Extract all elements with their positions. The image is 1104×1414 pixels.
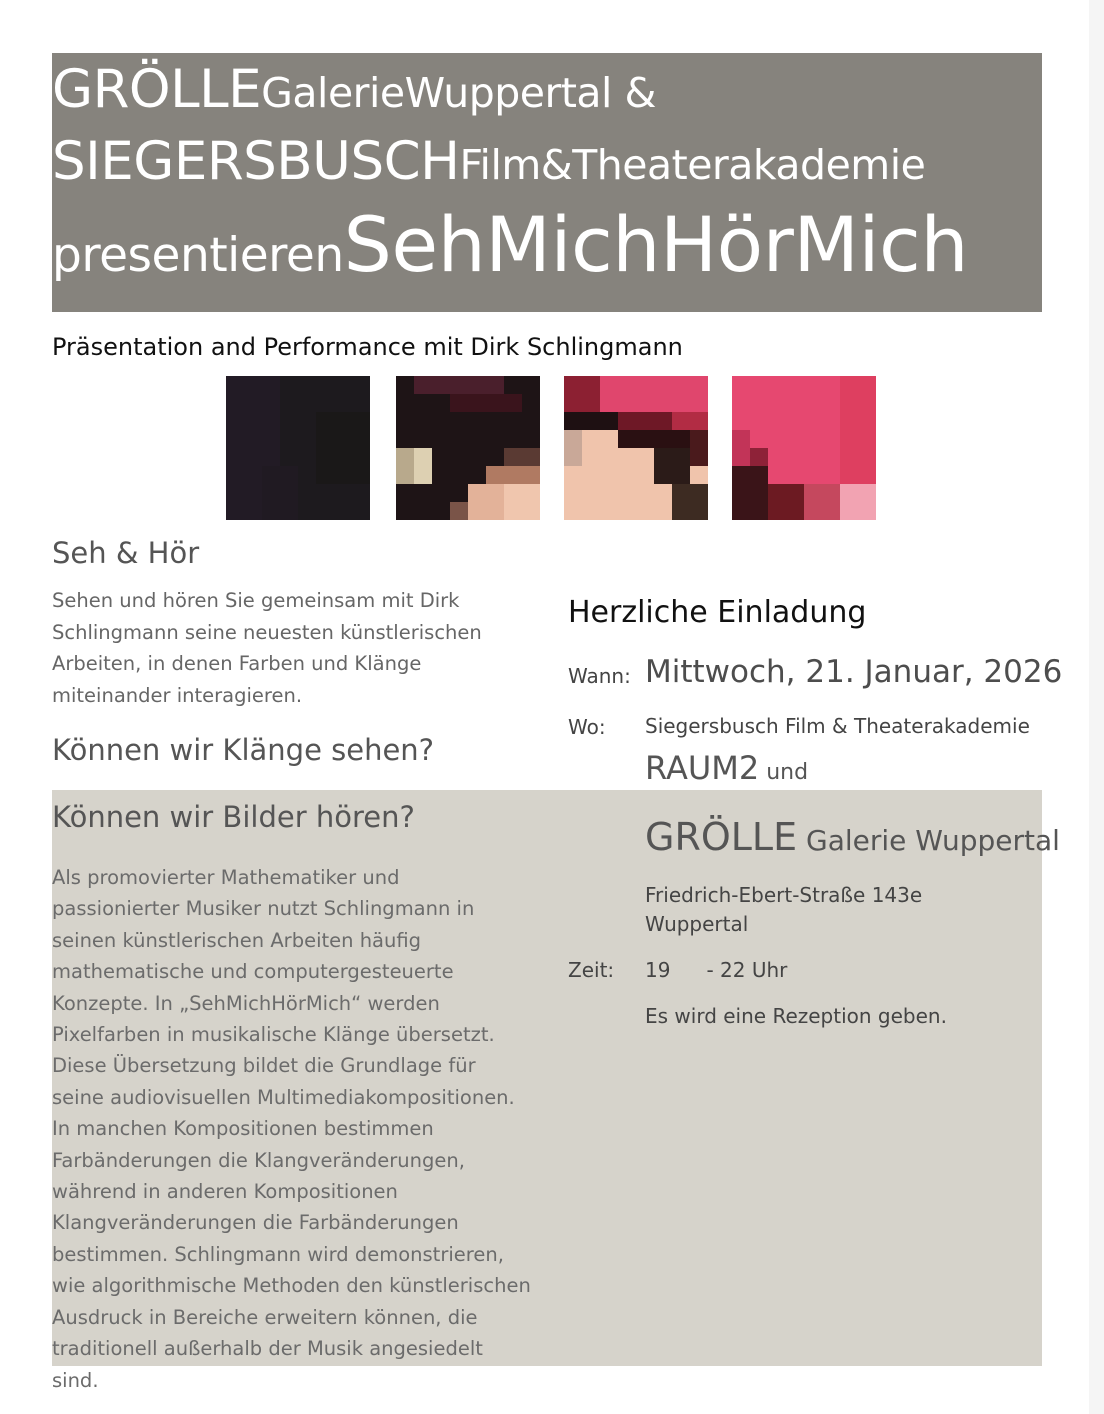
time-start: 19 bbox=[645, 958, 671, 982]
venue-1-name: Siegersbusch Film & Theaterakademie bbox=[645, 714, 1030, 738]
reception-note: Es wird eine Rezeption geben. bbox=[645, 1004, 947, 1028]
banner-presentieren: presentieren bbox=[52, 228, 344, 283]
banner-siegersbusch: SIEGERSBUSCH bbox=[52, 131, 460, 192]
time-label: Zeit: bbox=[568, 958, 615, 982]
banner-line-1 bbox=[52, 59, 656, 120]
banner-film-theaterakademie: Film&Theaterakademie bbox=[459, 141, 926, 189]
banner-galerie-wuppertal: GalerieWuppertal bbox=[261, 69, 612, 117]
and-connector: und bbox=[759, 760, 809, 785]
subtitle: Präsentation and Performance mit Dirk Schlingmann bbox=[52, 333, 683, 361]
pixel-tile-4 bbox=[732, 376, 876, 520]
venue-2-big: GRÖLLE bbox=[645, 815, 798, 859]
question-heading-2: Können wir Bilder hören? bbox=[52, 800, 415, 834]
time-end: - 22 Uhr bbox=[706, 958, 788, 982]
banner-groelle: GRÖLLE bbox=[52, 59, 262, 120]
pixel-tile-1 bbox=[226, 376, 370, 520]
address-street: Friedrich-Ebert-Straße 143e bbox=[645, 883, 923, 907]
banner-line-3 bbox=[52, 200, 968, 289]
header-banner bbox=[52, 53, 1042, 312]
page-edge bbox=[1089, 0, 1104, 1414]
venue-2-small: Galerie Wuppertal bbox=[797, 824, 1060, 857]
event-time bbox=[645, 958, 787, 982]
intro-paragraph: Sehen und hören Sie gemeinsam mit Dirk Schlingmann seine neuesten künstlerischen Arbeiten, in denen Farben und Klänge miteinander interagieren. bbox=[52, 589, 482, 707]
banner-event-title: SehMichHörMich bbox=[343, 200, 968, 289]
section-heading-seh-hoer: Seh & Hör bbox=[52, 536, 200, 570]
venue-room bbox=[645, 749, 808, 787]
banner-ampersand: & bbox=[611, 69, 656, 117]
when-label: Wann: bbox=[568, 664, 631, 688]
address-city: Wuppertal bbox=[645, 912, 749, 936]
where-label: Wo: bbox=[568, 715, 606, 739]
description-paragraph: Als promovierter Mathematiker und passionierter Musiker nutzt Schlingmann in seinen künstlerischen Arbeiten häufig mathematische und computergesteuerte Konzepte. In „SehMichHörMich“ werden Pixelfarben in musikalische Klänge übersetzt. Diese Übersetzung bildet die Grundlage für seine audiovisuellen Multimediakompositionen. In manchen Kompositionen bestimmen Farbänderungen die Klangveränderungen, während in anderen Kompositionen Klangveränderungen die Farbänderungen bestimmen. Schlingmann wird demonstrieren, wie algorithmische Methoden den künstlerischen Ausdruck in Bereiche erweitern können, die traditionell außerhalb der Musik angesiedelt sind. bbox=[52, 866, 531, 1392]
banner-line-2 bbox=[52, 131, 925, 192]
question-heading-1: Können wir Klänge sehen? bbox=[52, 733, 435, 767]
pixel-tile-3 bbox=[564, 376, 708, 520]
room-name: RAUM2 bbox=[645, 749, 760, 787]
venue-2-name bbox=[645, 815, 1060, 859]
event-date: Mittwoch, 21. Januar, 2026 bbox=[645, 654, 1063, 690]
venue-address bbox=[645, 881, 922, 939]
invitation-heading: Herzliche Einladung bbox=[568, 595, 867, 630]
pixel-tile-2 bbox=[396, 376, 540, 520]
